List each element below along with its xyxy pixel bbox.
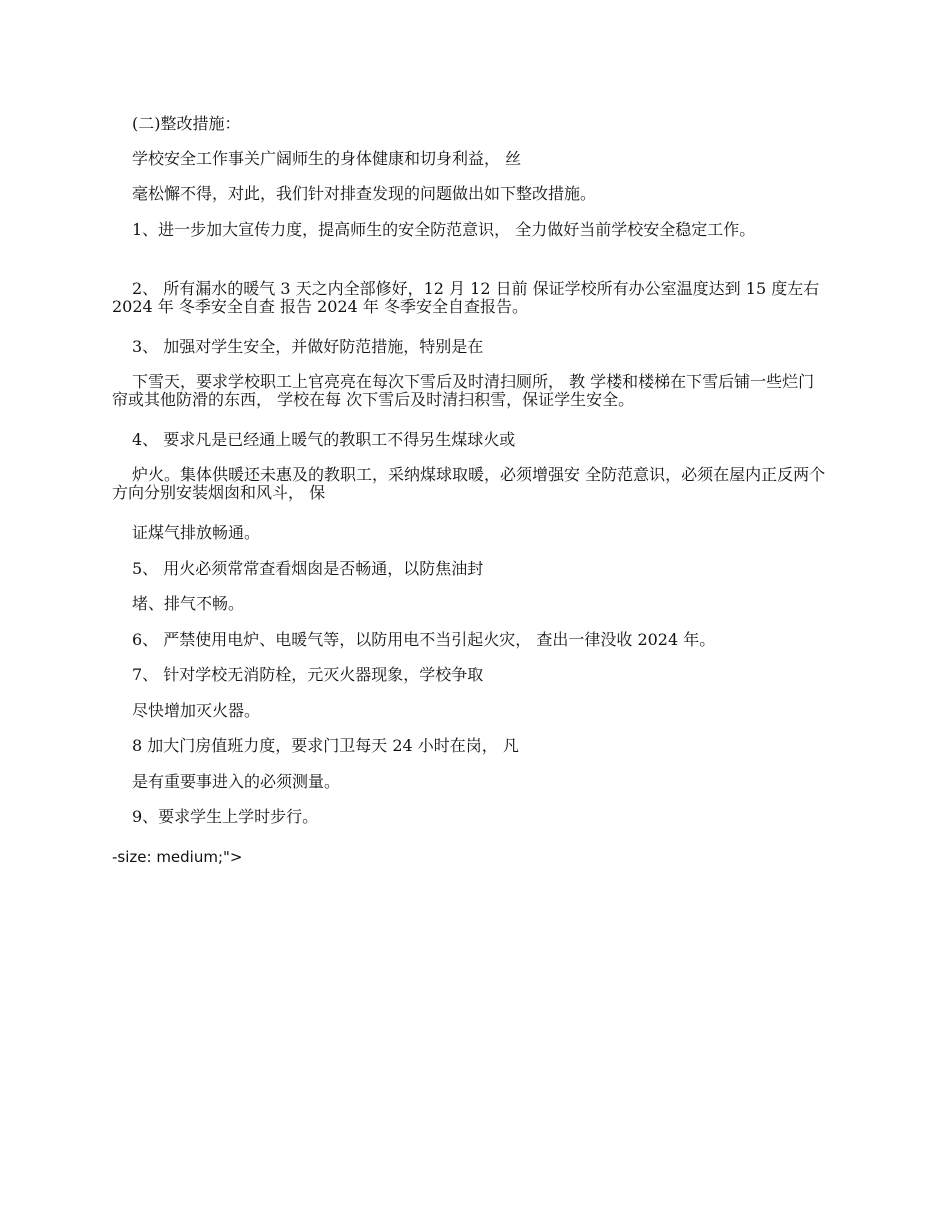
stray-markup-text: -size: medium;"> — [112, 848, 243, 866]
paragraph-item-9: 9、要求学生上学时步行。 — [132, 807, 319, 826]
paragraph-item-7-line-2: 尽快增加灭火器。 — [132, 701, 261, 720]
paragraph-item-4-line-3: 证煤气排放畅通。 — [132, 523, 261, 542]
paragraph-item-8-line-2: 是有重要事进入的必须测量。 — [132, 772, 341, 791]
paragraph-item-7-line-1: 7、 针对学校无消防栓，元灭火器现象，学校争取 — [132, 665, 484, 684]
paragraph-item-8-line-1: 8 加大门房值班力度，要求门卫每天 24 小时在岗， 凡 — [132, 736, 519, 755]
paragraph-item-5-line-1: 5、 用火必须常常查看烟囱是否畅通，以防焦油封 — [132, 559, 484, 578]
paragraph-item-4-line-1: 4、 要求凡是已经通上暖气的教职工不得另生煤球火或 — [132, 430, 516, 449]
paragraph-item-2: 2、 所有漏水的暖气 3 天之内全部修好，12 月 12 日前 保证学校所有办公室温度达到 15 度左右 2024 年 冬季安全自查 报告 2024 年 冬季安全自查报告。 — [112, 279, 820, 316]
paragraph-item-4-line-2: 炉火。集体供暖还未惠及的教职工，采纳煤球取暖，必须增强安 全防范意识，必须在屋内正反两个方向分别安装烟囱和风斗， 保 — [112, 465, 826, 502]
paragraph-item-3-line-2: 下雪天，要求学校职工上官亮亮在每次下雪后及时清扫厕所， 教 学楼和楼梯在下雪后铺一些烂门帘或其他防滑的东西， 学校在每 次下雪后及时清扫积雪，保证学生安全。 — [112, 372, 815, 409]
paragraph-item-3-line-1: 3、 加强对学生安全，并做好防范措施，特别是在 — [132, 337, 484, 356]
section-heading: (二)整改措施： — [132, 114, 241, 133]
paragraph-item-5-line-2: 堵、排气不畅。 — [132, 594, 245, 613]
paragraph-item-1: 1、进一步加大宣传力度，提高师生的安全防范意识， 全力做好当前学校安全稳定工作。 — [132, 220, 756, 239]
paragraph-item-6: 6、 严禁使用电炉、电暖气等，以防用电不当引起火灾， 查出一律没收 2024 年。 — [132, 630, 716, 649]
paragraph-intro-line-2: 毫松懈不得，对此，我们针对排查发现的问题做出如下整改措施。 — [132, 184, 597, 203]
paragraph-intro-line-1: 学校安全工作事关广阔师生的身体健康和切身利益， 丝 — [132, 149, 522, 168]
